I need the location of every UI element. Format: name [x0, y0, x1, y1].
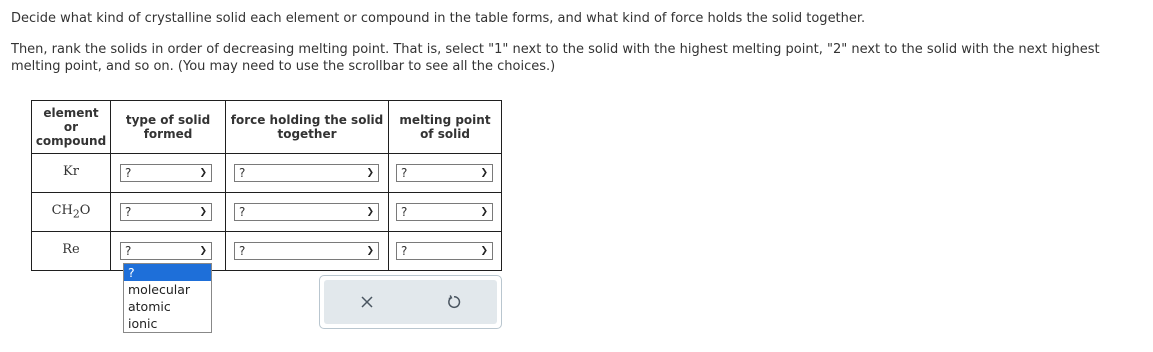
table-row [32, 154, 502, 193]
force-select[interactable]: ? ❯ [234, 242, 379, 260]
chevron-down-icon: ❯ [480, 207, 488, 217]
table-row [32, 232, 502, 271]
formula-cell: Re [32, 232, 111, 271]
chevron-down-icon: ❯ [199, 168, 207, 178]
option-unselected[interactable]: ? [124, 264, 211, 281]
force-select[interactable]: ? ❯ [234, 164, 379, 182]
header-force: force holding the solid together [226, 101, 389, 154]
melting-select[interactable]: ? ❯ [396, 164, 493, 182]
header-element: element or compound [32, 101, 111, 154]
formula-cell: Kr [32, 154, 111, 193]
close-icon [360, 295, 374, 309]
chevron-down-icon: ❯ [480, 168, 488, 178]
option-atomic[interactable]: atomic [128, 299, 171, 314]
reset-button[interactable] [434, 287, 474, 317]
melting-select[interactable]: ? ❯ [396, 203, 493, 221]
header-row [32, 101, 502, 154]
table-row [32, 193, 502, 232]
instruction-line-2: Then, rank the solids in order of decreasing melting point. That is, select "1" next to the solid with the highest melting point, "2" next to the solid with the next highest melting point, and so on. (You may need to use the scrollbar to see all the choices.) [11, 42, 1100, 74]
option-ionic[interactable]: ionic [128, 316, 158, 331]
type-options-list [123, 263, 212, 333]
chevron-down-icon: ❯ [480, 246, 488, 256]
formula-cell: $CH_2O$ [32, 193, 111, 232]
melting-select[interactable]: ? ❯ [396, 242, 493, 260]
type-select[interactable]: ? ❯ [120, 164, 212, 182]
instruction-line-1: Decide what kind of crystalline solid each element or compound in the table forms, and what kind of force holds the solid together. [11, 11, 866, 26]
chevron-down-icon: ❯ [366, 168, 374, 178]
type-select[interactable]: ? ❯ [120, 203, 212, 221]
solids-table [31, 100, 502, 271]
chevron-down-icon: ❯ [199, 207, 207, 217]
option-molecular[interactable]: molecular [128, 282, 191, 297]
chevron-down-icon: ❯ [199, 246, 207, 256]
chevron-down-icon: ❯ [366, 246, 374, 256]
undo-icon [446, 294, 462, 310]
clear-button[interactable] [347, 287, 387, 317]
type-select[interactable]: ? ❯ [120, 242, 212, 260]
header-melting: melting point of solid [389, 101, 502, 154]
force-select[interactable]: ? ❯ [234, 203, 379, 221]
chevron-down-icon: ❯ [366, 207, 374, 217]
header-type: type of solid formed [111, 101, 226, 154]
action-bar [319, 275, 502, 329]
